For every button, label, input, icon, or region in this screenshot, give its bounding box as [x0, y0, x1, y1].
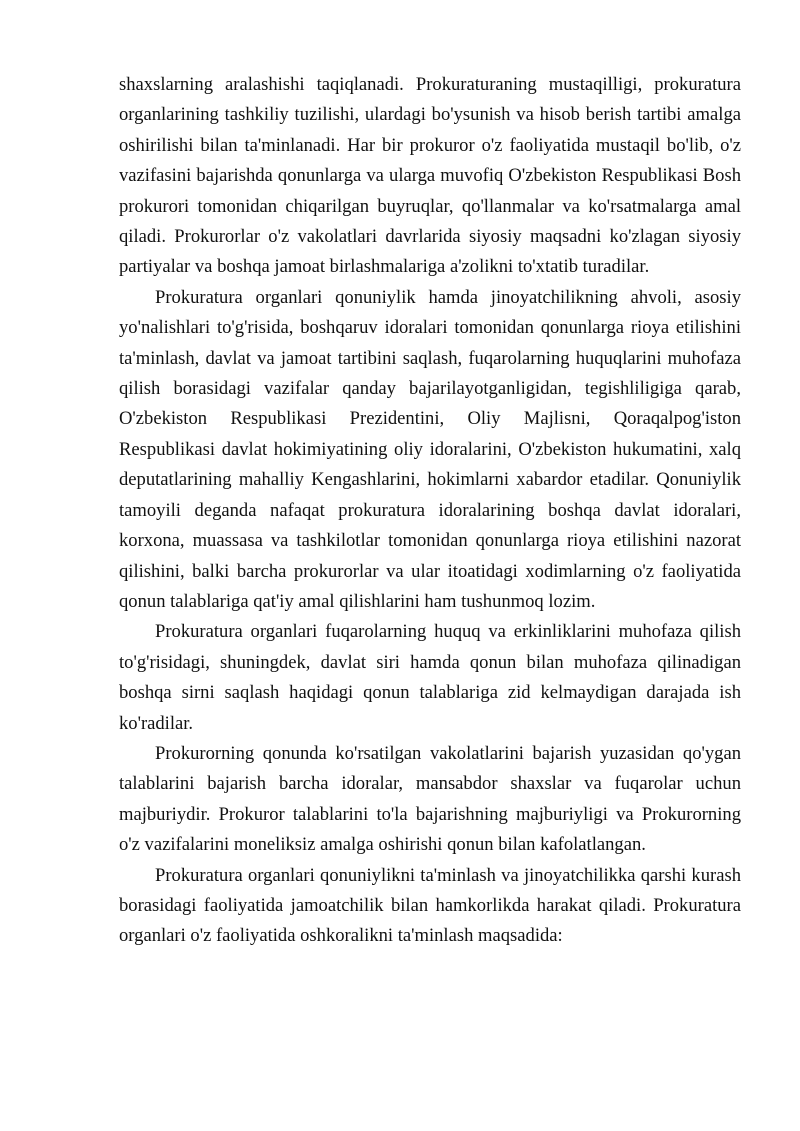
paragraph-3: Prokuratura organlari fuqarolarning huquq va erkinliklarini muhofaza qilish to'g'risidagi, shuningdek, davlat siri hamda qonun bilan muhofaza qilinadigan boshqa sirni saqlash haqidagi qonun talablariga zid kelmaydigan darajada ish ko'radilar.: [119, 621, 741, 734]
paragraph-2: Prokuratura organlari qonuniylik hamda jinoyatchilikning ahvoli, asosiy yo'nalishlari to'g'risida, boshqaruv idoralari tomonidan qonunlarga rioya etilishini ta'minlash, davlat va jamoat tartibini saqlash, fuqarolarning huquqlarini muhofaza qilish borasidagi vazifalar qanday bajarilayotganligidan, tegishliligiga qarab, O'zbekiston Respublikasi Prezidentini, Oliy Majlisni, Qoraqalpog'iston Respublikasi davlat hokimiyatining oliy idoralarini, O'zbekiston hukumatini, xalq deputatlarining mahalliy Kengashlarini, hokimlarni xabardor etadilar. Qonuniylik tamoyili deganda nafaqat prokuratura idoralarining boshqa davlat idoralari, korxona, muassasa va tashkilotlar tomonidan qonunlarga rioya etilishini nazorat qilishini, balki barcha prokurorlar va ular itoatidagi xodimlarning o'z faoliyatida qonun talablariga qat'iy amal qilishlarini ham tushunmoq lozim.: [119, 286, 741, 612]
document-body: [119, 70, 741, 952]
paragraph-5: Prokuratura organlari qonuniylikni ta'minlash va jinoyatchilikka qarshi kurash borasidagi faoliyatida jamoatchilik bilan hamkorlikda harakat qiladi. Prokuratura organlari o'z faoliyatida oshkoralikni ta'minlash maqsadida:: [119, 864, 741, 947]
paragraph-4: Prokurorning qonunda ko'rsatilgan vakolatlarini bajarish yuzasidan qo'ygan talablarini bajarish barcha idoralar, mansabdor shaxslar va fuqarolar uchun majburiydir. Prokuror talablarini to'la bajarishning majburiyligi va Prokurorning o'z vazifalarini moneliksiz amalga oshirishi qonun bilan kafolatlangan.: [119, 742, 741, 856]
paragraph-1: shaxslarning aralashishi taqiqlanadi. Prokuraturaning mustaqilligi, prokuratura organlarining tashkiliy tuzilishi, ulardagi bo'ysunish va hisob berish tartibi amalga oshirilishi bilan ta'minlanadi. Har bir prokuror o'z faoliyatida mustaqil bo'lib, o'z vazifasini bajarishda qonunlarga va ularga muvofiq O'zbekiston Respublikasi Bosh prokurori tomonidan chiqarilgan buyruqlar, qo'llanmalar va ko'rsatmalarga amal qiladi. Prokurorlar o'z vakolatlari davrlarida siyosiy maqsadni ko'zlagan siyosiy partiyalar va boshqa jamoat birlashmalariga a'zolikni to'xtatib turadilar.: [119, 74, 741, 278]
